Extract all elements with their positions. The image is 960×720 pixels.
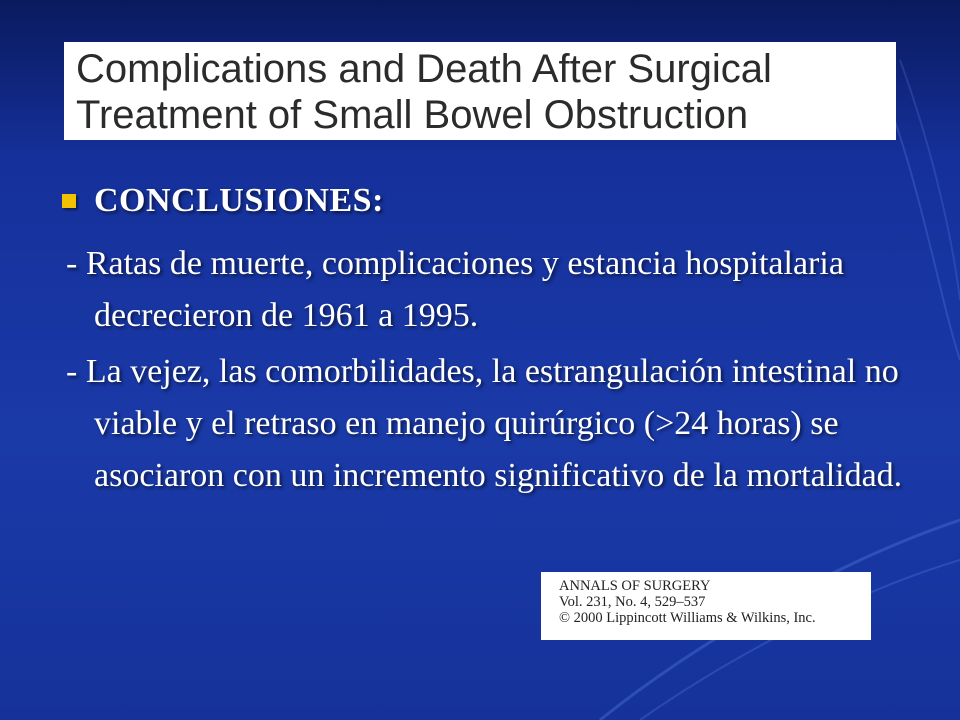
citation-copyright: © 2000 Lippincott Williams & Wilkins, Inc. [559, 610, 816, 626]
title-image [64, 42, 896, 140]
citation-volume: Vol. 231, No. 4, 529–537 [559, 594, 706, 610]
square-bullet-icon [62, 194, 76, 208]
heading-row [60, 178, 920, 224]
conclusion-paragraph-1: - Ratas de muerte, complicaciones y estancia hospitalaria decrecieron de 1961 a 1995. [66, 245, 844, 334]
slide-content [60, 178, 920, 502]
title-line-1: Complications and Death After Surgical [76, 47, 772, 91]
journal-citation [541, 572, 871, 640]
citation-journal: ANNALS OF SURGERY [559, 578, 711, 594]
conclusion-paragraph-2: - La vejez, las comorbilidades, la estrangulación intestinal no viable y el retraso en manejo quirúrgico (>24 horas) se asociaron con un incremento significativo de la mortalidad. [66, 353, 903, 494]
conclusions-heading: CONCLUSIONES: [94, 182, 384, 219]
title-line-2: Treatment of Small Bowel Obstruction [76, 93, 749, 137]
